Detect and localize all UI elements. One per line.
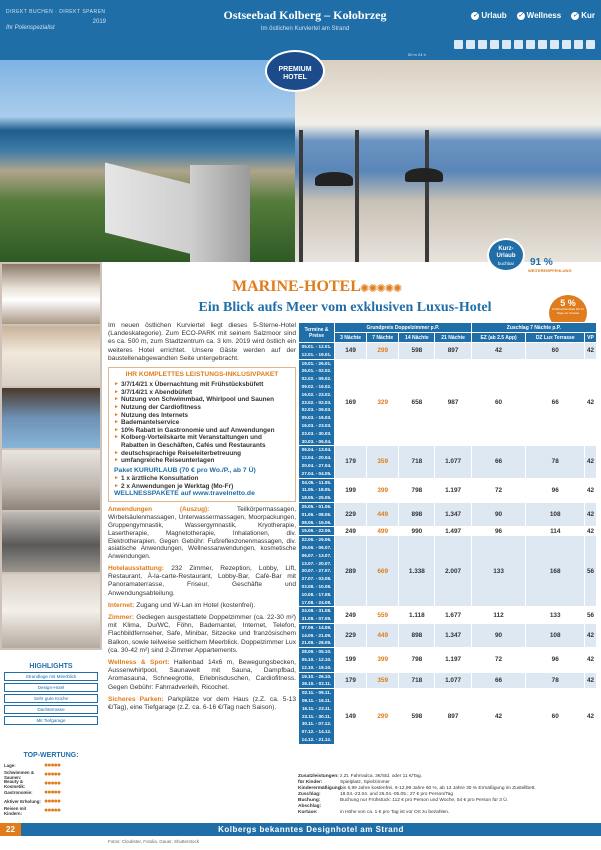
price-cell: 72 bbox=[471, 478, 526, 502]
highlight-item: Sehr gute Küche bbox=[4, 694, 98, 703]
price-dates: 07.09. - 14.09. 14.09. - 21.09. 21.09. - 28.09. bbox=[299, 623, 335, 647]
price-cell: 133 bbox=[471, 536, 526, 607]
clock-icon bbox=[466, 40, 475, 49]
price-cell: 359 bbox=[367, 672, 399, 689]
col-header: DZ Lux Terrasse bbox=[526, 333, 585, 343]
page-title: Ostseebad Kolberg – Kołobrzeg bbox=[223, 8, 387, 22]
rating-stars: ●●●●● bbox=[44, 789, 61, 796]
room-photo bbox=[2, 264, 100, 324]
price-row bbox=[299, 536, 597, 607]
note-row bbox=[298, 810, 597, 816]
hotel-stars: ✺✺✺✺✺ bbox=[360, 283, 402, 295]
col-header: 14 Nächte bbox=[399, 333, 435, 343]
package-item: ► umfangreiche Reiseunterlagen bbox=[114, 457, 290, 465]
recommendation-label: WEITEREMPFEHLUNG bbox=[528, 268, 572, 273]
facilities-text bbox=[108, 565, 296, 598]
price-dates: 24.08. - 31.08. 31.08. - 07.09. bbox=[299, 607, 335, 624]
price-cell: 299 bbox=[367, 343, 399, 360]
price-cell: 1.197 bbox=[435, 478, 471, 502]
page-subtitle: Im östlichen Kurviertel am Strand bbox=[260, 26, 350, 32]
package-item: ► 3/7/14/21 x Abendbüfett bbox=[114, 389, 290, 397]
price-cell: 42 bbox=[471, 689, 526, 745]
kur-item: ► 2 x Anwendungen je Werktag (Mo-Fr) bbox=[114, 483, 290, 491]
note-label: Kurtaxe: bbox=[298, 810, 318, 815]
hotel-aerial-photo bbox=[0, 60, 295, 262]
price-cell: 199 bbox=[335, 648, 367, 672]
photo-column bbox=[0, 262, 102, 650]
price-cell: 598 bbox=[399, 689, 435, 745]
check-icon: ✓ bbox=[572, 12, 578, 19]
price-cell: 399 bbox=[367, 478, 399, 502]
price-cell: 1.077 bbox=[435, 446, 471, 478]
price-dates: 02.11. - 09.11. 09.11. - 16.11. 16.11. - 23.11. 23.11. - 30.11. 30.11. - 07.12. 07.12. - 14.12. 14.12. - 21.12. bbox=[299, 689, 335, 745]
rooms-text bbox=[108, 614, 296, 655]
price-cell: 149 bbox=[335, 343, 367, 360]
brand-logo bbox=[6, 9, 106, 31]
price-cell: 60 bbox=[526, 343, 585, 360]
window-frame bbox=[355, 130, 359, 262]
price-cell: 399 bbox=[367, 648, 399, 672]
internet-text bbox=[108, 602, 296, 610]
price-dates: 22.06. - 29.06. 29.06. - 06.07. 06.07. - 13.07. 13.07. - 20.07. 20.07. - 27.07. 27.07. - 03.08. 03.08. - 10.08. 10.08. - 17.08. 17.08. - 24.08. bbox=[299, 536, 335, 607]
hotel-name: MARINE-HOTEL bbox=[232, 278, 361, 295]
parking-icon bbox=[550, 40, 559, 49]
note-label: für Kinder: bbox=[298, 780, 323, 785]
price-dates: 25.05. - 01.06. 01.06. - 08.06. 08.06. - 15.06. bbox=[299, 502, 335, 526]
price-cell: 1.077 bbox=[435, 672, 471, 689]
rating-label: Schwimmen & Saunen: bbox=[4, 769, 35, 780]
price-cell: 249 bbox=[335, 607, 367, 624]
price-cell: 42 bbox=[585, 502, 597, 526]
package-item: ► Nutzung von Schwimmbad, Whirlpool und Saunen bbox=[114, 396, 290, 404]
note-label: Buchung: bbox=[298, 798, 321, 803]
price-row bbox=[299, 478, 597, 502]
col-header: 7 Nächte bbox=[367, 333, 399, 343]
price-cell: 42 bbox=[585, 672, 597, 689]
facilities-label: Hotelausstattung: bbox=[108, 564, 165, 572]
treatments-text bbox=[108, 506, 296, 561]
restaurant-seaview-photo bbox=[295, 60, 601, 262]
price-cell: 1.347 bbox=[435, 502, 471, 526]
price-cell: 798 bbox=[399, 648, 435, 672]
fitness-photo bbox=[2, 512, 100, 572]
price-cell: 42 bbox=[585, 648, 597, 672]
note-value: 18.04.-23.04. und 26.04.-05.05.: 27 € pro Person/Tag bbox=[340, 792, 454, 797]
price-cell: 90 bbox=[471, 502, 526, 526]
pool-icon bbox=[502, 40, 511, 49]
rabatt-pct: 5 % bbox=[560, 298, 576, 308]
note-value: Buchung nur Frühstück: 112 € pro Person und Woche, 54 € pro Person für 3 Ü. bbox=[340, 798, 509, 803]
price-cell: 1.677 bbox=[435, 607, 471, 624]
price-cell: 359 bbox=[367, 446, 399, 478]
kurz-line: Urlaub bbox=[496, 253, 516, 259]
price-cell: 42 bbox=[585, 446, 597, 478]
spa-icon bbox=[526, 40, 535, 49]
recommendation-percent: 91 % bbox=[530, 257, 553, 268]
rooms-label: Zimmer: bbox=[108, 613, 135, 621]
col-header: EZ (ab 2.5 App) bbox=[471, 333, 526, 343]
wellness-package-link[interactable]: WELLNESSPAKETE auf www.travelnetto.de bbox=[114, 490, 255, 498]
tag-label: Kur bbox=[581, 11, 595, 20]
price-cell: 179 bbox=[335, 672, 367, 689]
highlight-item: Design-Hotel bbox=[4, 683, 98, 692]
price-cell: 1.197 bbox=[435, 648, 471, 672]
rating-label: Lage: bbox=[4, 763, 16, 768]
price-cell: 60 bbox=[471, 359, 526, 446]
package-item: ► Nutzung der Cardiofitness bbox=[114, 404, 290, 412]
price-cell: 56 bbox=[585, 607, 597, 624]
internet-label: Internet: bbox=[108, 601, 135, 609]
price-cell: 42 bbox=[471, 343, 526, 360]
price-row bbox=[299, 648, 597, 672]
col-termine: Termine & Preise bbox=[299, 323, 335, 343]
package-heading: IHR KOMPLETTES LEISTUNGS-INKLUSIVPAKET bbox=[125, 371, 279, 379]
price-cell: 42 bbox=[585, 343, 597, 360]
price-cell: 66 bbox=[471, 446, 526, 478]
rating-stars: ●●●●● bbox=[44, 807, 61, 814]
spa-photo bbox=[2, 450, 100, 510]
price-row bbox=[299, 343, 597, 360]
note-value: bis 5,99 Jahre kostenfrei, 6-12,99 Jahre 60 %, ab 13 Jahre 30 % Ermäßigung im Zustellbett. bbox=[340, 786, 536, 791]
col-group-dz: Grundpreis Doppelzimmer p.P. bbox=[335, 323, 472, 333]
kur-package-list bbox=[114, 475, 290, 490]
lobby-photo bbox=[2, 574, 100, 648]
price-cell: 658 bbox=[399, 359, 435, 446]
parking-value: Parkplätze vor dem Haus (z.Z. ca. 5-13 €/Tag), eine Tiefgarage (z.Z. ca. 6-16 €/Tag nach Saison). bbox=[108, 695, 296, 711]
page-number: 22 bbox=[0, 823, 21, 836]
rating-stars: ●●●●● bbox=[44, 780, 61, 787]
price-cell: 108 bbox=[526, 623, 585, 647]
rating-stars: ●●●●● bbox=[44, 762, 61, 769]
rating-label: Gastronomie: bbox=[4, 790, 33, 795]
col-header: 21 Nächte bbox=[435, 333, 471, 343]
note-value: z.Zt. Fahrradca. 3€/Std. oder 11 €/Tag. bbox=[340, 774, 423, 779]
price-cell: 66 bbox=[526, 359, 585, 446]
price-cell: 199 bbox=[335, 478, 367, 502]
wellness-value: Hallenbad 14x6 m, Bewegungsbecken, Aussenwhirlpool, Saunawelt mit Sauna, Dampfbad, Aromasauna, Schneegrotte, Erlebnisduschen, Cardiofitness. Gegen Gebühr: Fahrradverleih, Ricochet. bbox=[108, 658, 296, 691]
package-item: ► Nutzung des Internets bbox=[114, 412, 290, 420]
price-cell: 1.338 bbox=[399, 536, 435, 607]
highlight-item: Mit Tiefgarage bbox=[4, 716, 98, 725]
price-cell: 42 bbox=[585, 527, 597, 536]
price-cell: 42 bbox=[585, 359, 597, 446]
hotel-tower bbox=[190, 165, 250, 262]
footer-bar: Kolbergs bekanntes Designhotel am Strand bbox=[21, 823, 601, 836]
price-cell: 898 bbox=[399, 623, 435, 647]
pool-photo bbox=[2, 388, 100, 448]
highlight-item: Dachterrasse bbox=[4, 705, 98, 714]
brand-tagline: DIREKT BUCHEN · DIREKT SPAREN bbox=[6, 9, 106, 15]
fitness-icon bbox=[538, 40, 547, 49]
price-cell: 1.118 bbox=[399, 607, 435, 624]
check-icon: ✓ bbox=[518, 12, 524, 19]
price-cell: 299 bbox=[367, 689, 399, 745]
price-row bbox=[299, 527, 597, 536]
pendant-lamp bbox=[315, 172, 353, 186]
package-item: ► deutschsprachige Reiseleiterbetreuung bbox=[114, 450, 290, 458]
package-list bbox=[114, 381, 290, 465]
tag-kur bbox=[571, 11, 595, 20]
price-cell: 990 bbox=[399, 527, 435, 536]
price-cell: 897 bbox=[435, 689, 471, 745]
tag-urlaub bbox=[471, 11, 506, 20]
window-frame bbox=[425, 130, 429, 262]
brand-slogan: Ihr Polenspezialist bbox=[6, 25, 55, 31]
suite-photo bbox=[2, 326, 100, 386]
hotel-slogan: Ein Blick aufs Meer vom exklusiven Luxus-Hotel bbox=[198, 300, 492, 315]
price-dates: 19.01. - 26.01. 26.01. - 02.02. 02.02. - 09.02. 09.02. - 16.02. 16.02. - 23.02. 23.02. - 02.03. 02.03. - 09.03. 09.03. - 16.03. 16.03. - 23.03. 23.03. - 30.03. 30.03. - 06.04. bbox=[299, 359, 335, 446]
price-dates: 06.04. - 13.04. 13.04. - 20.04. 20.04. - 27.04. 27.04. - 04.05. bbox=[299, 446, 335, 478]
rating-row bbox=[0, 779, 102, 788]
brand-year: 2019 bbox=[92, 19, 106, 25]
kur-item: ► 1 x ärztliche Konsultation bbox=[114, 475, 290, 483]
price-cell: 42 bbox=[585, 623, 597, 647]
rooms-value: Gediegen ausgestattete Doppelzimmer (ca. 22-30 m²) mit Klima, Du/WC, Föhn, Bademantel, Internet, Telefon, Flachbildfernseher, Safe, Minibar, Sitzecke und französischem Balkon, sowie teilweise seitlichem Meerblick. Doppelzimmer Lux (ca. 30-42 m²) sind 2-Zimmer Appartements. bbox=[108, 613, 296, 654]
price-table-body bbox=[299, 343, 597, 745]
treatments-label: Anwendungen (Auszug): bbox=[108, 506, 210, 514]
price-row bbox=[299, 623, 597, 647]
wellness-label: Wellness & Sport: bbox=[108, 658, 170, 666]
pendant-lamp bbox=[405, 168, 443, 182]
price-cell: 898 bbox=[399, 502, 435, 526]
note-label: Kinderermäßigung: bbox=[298, 786, 343, 791]
price-cell: 718 bbox=[399, 672, 435, 689]
price-row bbox=[299, 359, 597, 446]
price-cell: 108 bbox=[526, 502, 585, 526]
price-row bbox=[299, 502, 597, 526]
tag-wellness bbox=[517, 11, 562, 20]
price-dates: 15.06. - 22.06. bbox=[299, 527, 335, 536]
price-row bbox=[299, 689, 597, 745]
price-cell: 78 bbox=[526, 446, 585, 478]
facilities-value: 232 Zimmer, Rezeption, Lobby, Lift, Restaurant, À-la-carte-Restaurant, Lobby-Bar, Café-Bar mit Panoramaterrasse, Friseur, Geschäfte und Anwendungsabteilung. bbox=[108, 564, 296, 597]
price-cell: 169 bbox=[335, 359, 367, 446]
price-cell: 559 bbox=[367, 607, 399, 624]
price-cell: 289 bbox=[335, 536, 367, 607]
price-cell: 669 bbox=[367, 536, 399, 607]
package-box bbox=[108, 367, 296, 502]
price-cell: 179 bbox=[335, 446, 367, 478]
price-cell: 798 bbox=[399, 478, 435, 502]
beach-icon bbox=[454, 40, 463, 49]
package-item: ► Bademantelservice bbox=[114, 419, 290, 427]
price-row bbox=[299, 672, 597, 689]
col-header: 3 Nächte bbox=[335, 333, 367, 343]
col-group-zuschlag: Zuschlag 7 Nächte p.P. bbox=[471, 323, 596, 333]
price-cell: 96 bbox=[526, 648, 585, 672]
col-header: VP bbox=[585, 333, 597, 343]
kurz-line: Kurz- bbox=[498, 246, 514, 252]
top-rating-box bbox=[0, 752, 102, 815]
bike-icon bbox=[562, 40, 571, 49]
highlights-box bbox=[0, 663, 102, 727]
premium-hotel-badge: PREMIUM HOTEL bbox=[265, 50, 325, 92]
check-icon: ✓ bbox=[472, 12, 478, 19]
price-cell: 96 bbox=[526, 478, 585, 502]
price-cell: 149 bbox=[335, 689, 367, 745]
rating-stars: ●●●●● bbox=[44, 771, 61, 778]
price-cell: 133 bbox=[526, 607, 585, 624]
package-item: ► 3/7/14/21 x Übernachtung mit Frühstücksbüfett bbox=[114, 381, 290, 389]
price-cell: 56 bbox=[585, 536, 597, 607]
price-cell: 249 bbox=[335, 527, 367, 536]
rating-row bbox=[0, 806, 102, 815]
price-row bbox=[299, 607, 597, 624]
note-value: in Höhe von ca. 1 € pro Tag ist vor Ort zu bezahlen. bbox=[340, 810, 450, 815]
highlight-item: Strandlage mit Meerblick bbox=[4, 672, 98, 681]
price-cell: 449 bbox=[367, 623, 399, 647]
tag-label: Wellness bbox=[526, 11, 562, 20]
price-dates: 04.05. - 11.05. 11.05. - 18.05. 18.05. - 25.05. bbox=[299, 478, 335, 502]
elevator-icon bbox=[574, 40, 583, 49]
rating-row bbox=[0, 788, 102, 797]
price-cell: 42 bbox=[585, 689, 597, 745]
facility-icons-label: 50 m 24 h bbox=[408, 52, 426, 57]
price-cell: 96 bbox=[471, 527, 526, 536]
kurzurlaub-badge bbox=[487, 238, 525, 272]
price-cell: 229 bbox=[335, 502, 367, 526]
price-cell: 499 bbox=[367, 527, 399, 536]
wellness-text bbox=[108, 659, 296, 692]
price-cell: 1.497 bbox=[435, 527, 471, 536]
price-cell: 42 bbox=[585, 478, 597, 502]
price-cell: 168 bbox=[526, 536, 585, 607]
restaurant-icon bbox=[478, 40, 487, 49]
internet-value: Zugang und W-Lan im Hotel (kostenfrei). bbox=[136, 601, 256, 609]
parking-label: Sicheres Parken: bbox=[108, 695, 164, 703]
window-frame bbox=[299, 130, 303, 262]
price-cell: 112 bbox=[471, 607, 526, 624]
photo-credits: Fotos: Cloubster, Fotolia, Gauer, Shutterstock bbox=[108, 839, 200, 844]
intro-text: Im neuen östlichen Kurviertel liegt dieses 5-Sterne-Hotel (Landeskategorie). Zum ECO-PARK mit seinem Salzmoor sind es ca. 500 m, zum Stadtzentrum ca. 3 km. 2019 wird östlich ein weiteres Hotel errichtet. Unsere Gäste werden auf der baustellenabgewandten Seite untergebracht. bbox=[108, 322, 296, 362]
price-cell: 329 bbox=[367, 359, 399, 446]
tag-label: Urlaub bbox=[481, 11, 507, 20]
price-cell: 718 bbox=[399, 446, 435, 478]
price-dates: 19.10. - 26.10. 26.10. - 02.11. bbox=[299, 672, 335, 689]
price-dates: 28.09. - 05.10. 05.10. - 12.10. 12.10. - 19.10. bbox=[299, 648, 335, 672]
price-cell: 229 bbox=[335, 623, 367, 647]
price-cell: 90 bbox=[471, 623, 526, 647]
treatments-value: Teilkörpermassagen, Wirbelsäulenmassagen, Unterwassermassagen, Moorpackungen, Gruppengymnastik, Wassergymnastik, Kryotherapie, Lasertherapie, Magnetotherapie, Inhalationen, div. Elektrotherapien. Gegen Gebühr: Fußreflexzonenmassagen, div. asiatische Anwendungen, Wellnessanwendungen, kosmetische Anwendungen. bbox=[108, 506, 296, 561]
rating-label: Aktiver Erholung: bbox=[4, 799, 41, 804]
price-cell: 449 bbox=[367, 502, 399, 526]
price-cell: 60 bbox=[526, 689, 585, 745]
price-notes bbox=[298, 774, 597, 816]
price-cell: 72 bbox=[471, 648, 526, 672]
price-cell: 598 bbox=[399, 343, 435, 360]
price-cell: 114 bbox=[526, 527, 585, 536]
price-cell: 78 bbox=[526, 672, 585, 689]
package-item: ► 10% Rabatt in Gastronomie und auf Anwendungen bbox=[114, 427, 290, 435]
top-rating-heading: TOP-WERTUNG: bbox=[23, 752, 79, 759]
kurz-line: buchbar bbox=[497, 261, 515, 266]
price-row bbox=[299, 446, 597, 478]
price-cell: 987 bbox=[435, 359, 471, 446]
note-label: Zuschlag: bbox=[298, 792, 321, 797]
rating-label: Beauty & Kosmetik: bbox=[4, 778, 26, 789]
rating-label: Reisen mit Kindern: bbox=[4, 805, 27, 816]
package-item: ► Kolberg-Vorteilskarte mit Veranstaltungen und Rabatten in Geschäften, Cafés und Restaurants bbox=[114, 434, 290, 449]
category-tags bbox=[471, 11, 595, 20]
hotel-description bbox=[108, 322, 296, 716]
price-dates: 05.01. - 12.01. 12.01. - 19.01. bbox=[299, 343, 335, 360]
price-cell: 897 bbox=[435, 343, 471, 360]
highlights-heading: HIGHLIGHTS bbox=[29, 663, 73, 670]
note-label: Abschlag: bbox=[298, 804, 322, 809]
facility-icons bbox=[454, 40, 595, 49]
wifi-icon bbox=[490, 40, 499, 49]
note-value: Spielplatz, Spielzimmer bbox=[340, 780, 390, 785]
rating-stars: ●●●●● bbox=[44, 798, 61, 805]
kur-package-heading: Paket KURURLAUB (70 € pro Wo./P., ab 7 Ü) bbox=[114, 466, 256, 474]
price-table bbox=[298, 322, 597, 745]
price-cell: 2.007 bbox=[435, 536, 471, 607]
kids-icon bbox=[586, 40, 595, 49]
price-cell: 66 bbox=[471, 672, 526, 689]
note-label: Zusatzleistungen: bbox=[298, 774, 339, 779]
price-cell: 1.347 bbox=[435, 623, 471, 647]
parking-text bbox=[108, 696, 296, 712]
rabatt-text: Frühbucherrabatt bis 31 Tage vor Anreise bbox=[552, 307, 584, 315]
sauna-icon bbox=[514, 40, 523, 49]
